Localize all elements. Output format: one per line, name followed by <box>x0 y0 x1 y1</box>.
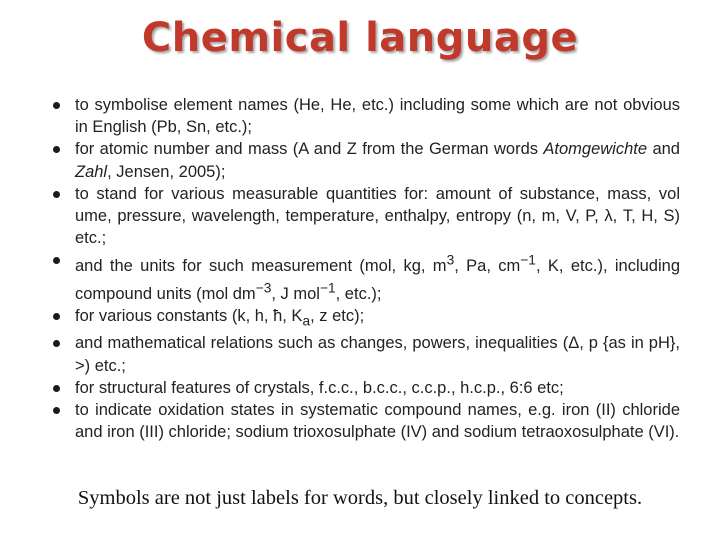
bullet-item <box>50 94 680 138</box>
bullet-text: for various constants (k, h, ħ, $K_a$, z etc); <box>75 306 365 329</box>
bullet-item <box>50 377 680 399</box>
footer-caption: Symbols are not just labels for words, but closely linked to concepts. <box>77 487 643 509</box>
bullet-item <box>50 249 680 304</box>
bullet-text: and mathematical relations such as changes, powers, inequalities (Δ, p {as in pH}, >) etc.; <box>75 334 680 375</box>
bullet-dot-icon <box>53 407 60 414</box>
bullet-text: to indicate oxidation states in systematic compound names, e.g. iron (II) chloride and iron (III) chloride; sodium trioxosulphate (IV) and sodium tetraoxosulphate (VI). <box>75 400 680 442</box>
bullet-text: for atomic number and mass (A and Z from the German words Atomgewichte and Zahl, Jensen, 2005); <box>75 140 680 181</box>
bullet-dot-icon <box>53 257 60 264</box>
slide-title: Chemical language <box>141 15 579 61</box>
bullet-item <box>50 399 680 443</box>
bullet-text: for structural features of crystals, f.c.c., b.c.c., c.c.p., h.c.p., 6:6 etc; <box>75 378 564 397</box>
bullet-text: to symbolise element names (He, He, etc.) including some which are not obvious in English (Pb, Sn, etc.); <box>75 96 680 137</box>
bullet-dot-icon <box>53 102 60 109</box>
bullet-dot-icon <box>53 385 60 392</box>
bullet-item <box>50 305 680 333</box>
bullet-dot-icon <box>53 191 60 198</box>
bullet-dot-icon <box>53 146 60 153</box>
bullet-text: and the units for such measurement (mol, kg, $m^3$, Pa, $cm^{-1}$, K, etc.), including compound units (mol $dm^{-3}$, J mol$^{-1}$, etc.); <box>75 252 681 303</box>
bullet-dot-icon <box>53 313 60 320</box>
bullet-text: to stand for various measurable quantities for: amount of substance, mass, vol ume, pressure, wavelength, temperature, enthalpy, entropy (n, m, V, P, λ, T, H, S) etc.; <box>75 184 680 248</box>
bullet-item <box>50 332 680 376</box>
bullet-dot-icon <box>53 340 60 347</box>
bullet-item <box>50 138 680 182</box>
bullet-item <box>50 183 680 250</box>
bullet-list <box>50 94 680 443</box>
